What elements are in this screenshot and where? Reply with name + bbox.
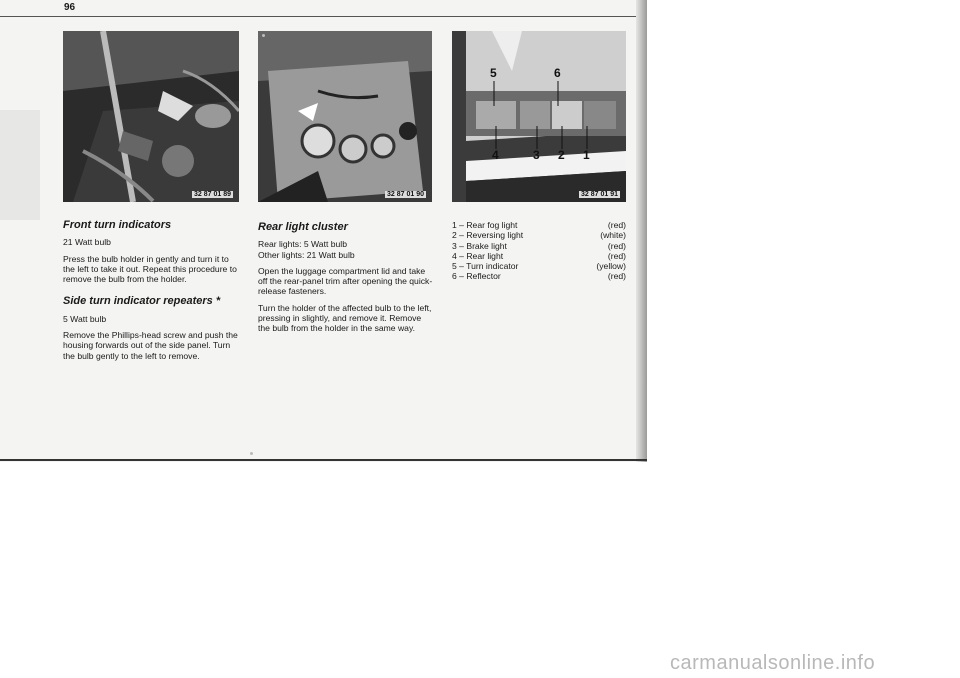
legend-row: 5 – Turn indicator (yellow) <box>452 261 626 272</box>
legend-row: 4 – Rear light (red) <box>452 250 626 261</box>
rear-panel-illustration <box>258 31 432 202</box>
paragraph: Rear lights: 5 Watt bulb Other lights: 21 Watt bulb <box>258 239 355 260</box>
legend-row: 6 – Reflector (red) <box>452 271 626 282</box>
figure-tail-lights <box>452 31 626 202</box>
section-heading: Side turn indicator repeaters * <box>63 295 221 308</box>
figure-code: 32 87 01 89 <box>194 191 231 198</box>
page-shadow <box>0 110 40 220</box>
paragraph: Open the luggage compartment lid and take off the rear-panel trim after opening the quick-release fasteners. <box>258 265 433 297</box>
figure-code: 32 87 01 90 <box>387 191 424 198</box>
legend-row: 3 – Brake light (red) <box>452 240 626 251</box>
callout-6: 6 <box>554 66 561 80</box>
figure-code: 32 87 01 91 <box>581 191 618 198</box>
paragraph: Press the bulb holder in gently and turn it to the left to take it out. Repeat this procedure to remove the bulb from the holder. <box>63 253 237 285</box>
scan-speck <box>250 452 253 455</box>
callout-4: 4 <box>492 148 499 162</box>
bulb-legend <box>452 220 626 282</box>
scan-speck <box>262 34 265 37</box>
paragraph: Remove the Phillips-head screw and push the housing forwards out of the side panel. Turn the bulb gently to the left to remove. <box>63 330 238 361</box>
figure-front-indicator <box>63 31 239 202</box>
page-edge <box>636 0 647 462</box>
header-rule <box>0 16 636 17</box>
page-number: 96 <box>64 2 76 13</box>
engine-bay-illustration <box>63 31 239 202</box>
paragraph: 5 Watt bulb <box>63 313 107 324</box>
watermark[interactable]: carmanualsonline.info <box>670 652 876 674</box>
callout-3: 3 <box>533 148 540 162</box>
section-heading: Rear light cluster <box>258 221 348 233</box>
manual-page <box>0 0 647 462</box>
legend-row: 2 – Reversing light (white) <box>452 230 626 241</box>
callout-5: 5 <box>490 66 497 80</box>
rear-light-section <box>258 222 434 340</box>
paragraph: 21 Watt bulb <box>63 237 111 248</box>
callout-1: 1 <box>583 148 590 162</box>
paragraph: Turn the holder of the affected bulb to the left, pressing in slightly, and remove it. Remove the bulb from the holder in the same way. <box>258 302 432 334</box>
tail-light-illustration <box>452 31 626 202</box>
legend-row: 1 – Rear fog light (red) <box>452 220 626 230</box>
callout-2: 2 <box>558 148 565 162</box>
figure-rear-panel <box>258 31 432 202</box>
section-heading: Front turn indicators <box>63 219 172 231</box>
front-indicator-section <box>63 220 241 367</box>
page-bottom-edge <box>0 459 647 461</box>
